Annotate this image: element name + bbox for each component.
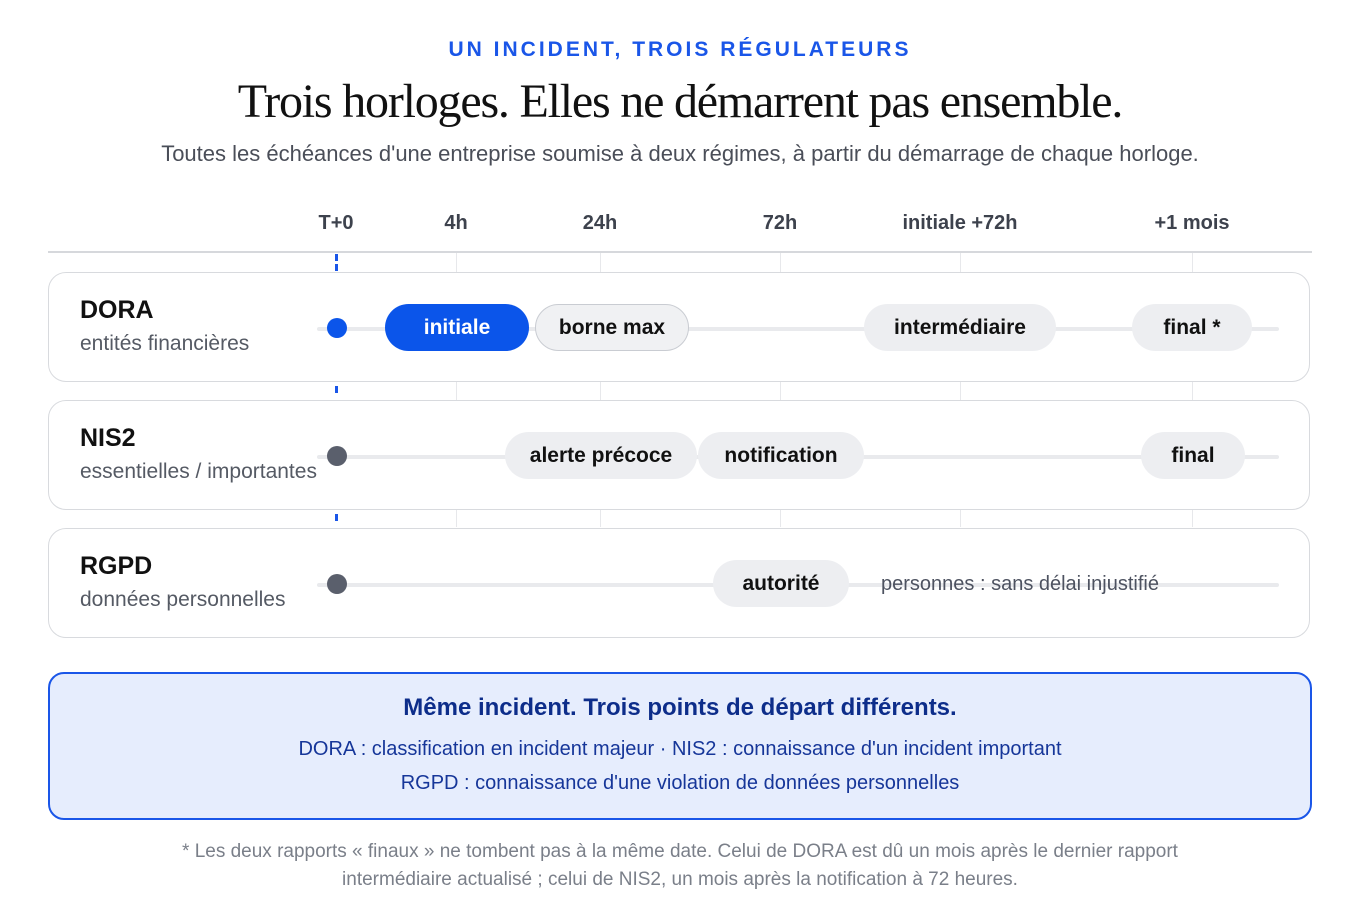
footnote: intermédiaire actualisé ; celui de NIS2, un mois après la notification à 72 heures. bbox=[342, 869, 1018, 890]
kicker: UN INCIDENT, TROIS RÉGULATEURS bbox=[448, 38, 912, 61]
t0-dash bbox=[335, 386, 338, 393]
t0-dash bbox=[335, 514, 338, 521]
row-title: NIS2 bbox=[80, 424, 136, 452]
start-dot bbox=[327, 318, 347, 338]
callout-line: DORA : classification en incident majeur · NIS2 : connaissance d'un incident important bbox=[298, 738, 1062, 760]
page-title: Trois horloges. Elles ne démarrent pas ensemble. bbox=[237, 75, 1123, 128]
milestone-notification: notification bbox=[698, 432, 864, 479]
milestone-intermediaire: intermédiaire bbox=[864, 304, 1056, 351]
t0-dash bbox=[335, 254, 338, 261]
row-subtitle: données personnelles bbox=[80, 588, 286, 611]
row-title: DORA bbox=[80, 296, 154, 324]
milestone-alerte-precoce: alerte précoce bbox=[505, 432, 697, 479]
row-nis2 bbox=[48, 400, 1310, 510]
axis-label-1-mois: +1 mois bbox=[1154, 212, 1230, 234]
row-subtitle: entités financières bbox=[80, 332, 250, 355]
start-dot bbox=[327, 446, 347, 466]
t0-dash bbox=[335, 264, 338, 271]
page-subtitle: Toutes les échéances d'une entreprise soumise à deux régimes, à partir du démarrage de chaque horloge. bbox=[161, 141, 1199, 166]
callout-line: RGPD : connaissance d'une violation de données personnelles bbox=[400, 772, 960, 794]
start-dot bbox=[327, 574, 347, 594]
callout-title: Même incident. Trois points de départ différents. bbox=[403, 694, 957, 721]
axis-label-72h: 72h bbox=[762, 212, 798, 234]
axis-label-t0: T+0 bbox=[318, 212, 354, 234]
milestone-note: personnes : sans délai injustifié bbox=[881, 573, 1159, 595]
milestone-autorite: autorité bbox=[713, 560, 849, 607]
axis-line bbox=[48, 251, 1312, 253]
row-subtitle: essentielles / importantes bbox=[80, 460, 317, 483]
milestone-initiale: initiale bbox=[385, 304, 529, 351]
milestone-final: final * bbox=[1132, 304, 1252, 351]
milestone-borne-max: borne max bbox=[535, 304, 689, 351]
callout-box bbox=[48, 672, 1312, 820]
milestone-final: final bbox=[1141, 432, 1245, 479]
row-dora bbox=[48, 272, 1310, 382]
footnote: * Les deux rapports « finaux » ne tombent pas à la même date. Celui de DORA est dû un mois après le dernier rapport bbox=[182, 841, 1178, 862]
axis-label-4h: 4h bbox=[444, 212, 468, 234]
row-title: RGPD bbox=[80, 552, 153, 580]
axis-label-initiale-72h: initiale +72h bbox=[902, 212, 1018, 234]
axis-label-24h: 24h bbox=[582, 212, 618, 234]
row-rgpd bbox=[48, 528, 1310, 638]
